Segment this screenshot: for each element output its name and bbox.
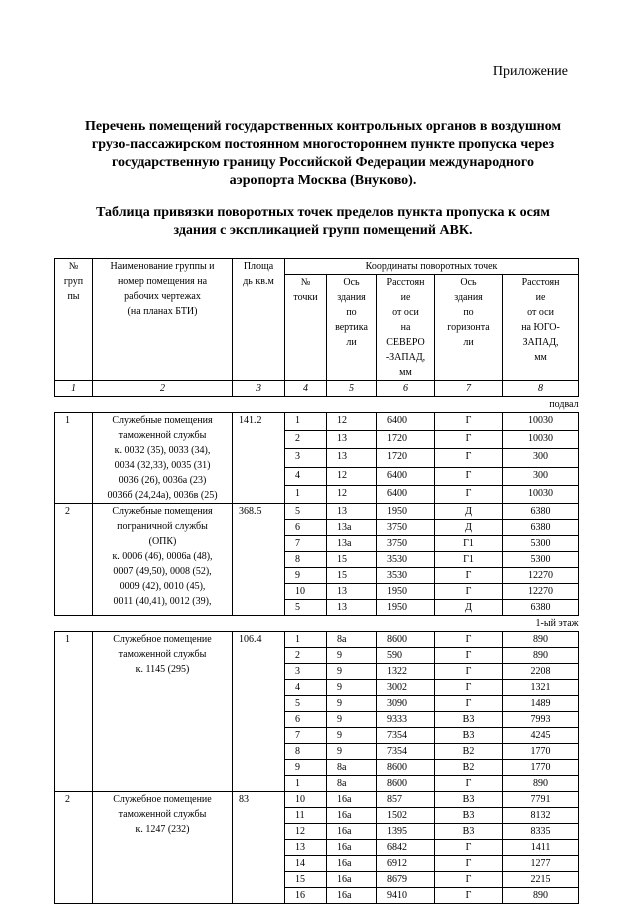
point-number: 13 xyxy=(285,840,327,856)
document-title xyxy=(70,118,576,190)
point-number: 1 xyxy=(285,413,327,431)
axis-vertical: 12 xyxy=(327,413,377,431)
header-area: Площа дь кв.м xyxy=(233,259,285,381)
point-number: 8 xyxy=(285,744,327,760)
axis-horizontal: Г1 xyxy=(435,552,503,568)
column-number: 7 xyxy=(435,381,503,397)
distance-sw: 300 xyxy=(503,467,579,485)
column-number-row xyxy=(55,381,579,397)
point-number: 10 xyxy=(285,584,327,600)
distance-nw: 6912 xyxy=(377,856,435,872)
subtitle-line: здания с экспликацией групп помещений АВК. xyxy=(173,223,473,238)
axis-horizontal: Г1 xyxy=(435,536,503,552)
point-number: 5 xyxy=(285,696,327,712)
axis-vertical: 16а xyxy=(327,824,377,840)
distance-sw: 12270 xyxy=(503,584,579,600)
distance-sw: 2215 xyxy=(503,872,579,888)
header-name: Наименование группы и номер помещения на рабочих чертежах (на планах БТИ) xyxy=(93,259,233,381)
table-header xyxy=(55,259,579,397)
points-table xyxy=(54,258,579,904)
distance-sw: 7791 xyxy=(503,792,579,808)
distance-nw: 7354 xyxy=(377,728,435,744)
distance-nw: 6400 xyxy=(377,413,435,431)
title-line: грузо-пассажирском постоянном многостороннем пункте пропуска через xyxy=(91,137,555,152)
group-area: 141.2 xyxy=(233,413,285,504)
distance-sw: 300 xyxy=(503,449,579,467)
distance-sw: 890 xyxy=(503,888,579,904)
section-label-row xyxy=(55,616,579,632)
group-area: 83 xyxy=(233,792,285,904)
group-name-line: пограничной службы xyxy=(117,521,208,532)
axis-horizontal: Г xyxy=(435,776,503,792)
distance-sw: 6380 xyxy=(503,504,579,520)
point-number: 1 xyxy=(285,632,327,648)
axis-vertical: 9 xyxy=(327,712,377,728)
section-label-row xyxy=(55,397,579,413)
distance-nw: 590 xyxy=(377,648,435,664)
axis-vertical: 15 xyxy=(327,568,377,584)
header-axis-horizontal: Ось здания по горизонта ли xyxy=(435,275,503,381)
axis-horizontal: Г xyxy=(435,584,503,600)
distance-nw: 3002 xyxy=(377,680,435,696)
axis-vertical: 8а xyxy=(327,760,377,776)
distance-sw: 1770 xyxy=(503,744,579,760)
distance-sw: 890 xyxy=(503,648,579,664)
table-row xyxy=(55,632,579,648)
point-number: 4 xyxy=(285,680,327,696)
axis-horizontal: Д xyxy=(435,520,503,536)
group-number: 2 xyxy=(55,504,93,616)
distance-sw: 10030 xyxy=(503,413,579,431)
point-number: 12 xyxy=(285,824,327,840)
distance-sw: 8132 xyxy=(503,808,579,824)
distance-sw: 890 xyxy=(503,632,579,648)
distance-nw: 8600 xyxy=(377,632,435,648)
table-row xyxy=(55,792,579,808)
header-axis-vertical: Ось здания по вертика ли xyxy=(327,275,377,381)
distance-sw: 8335 xyxy=(503,824,579,840)
axis-horizontal: Д xyxy=(435,600,503,616)
distance-sw: 1321 xyxy=(503,680,579,696)
distance-nw: 3750 xyxy=(377,536,435,552)
group-number: 1 xyxy=(55,413,93,504)
axis-vertical: 16а xyxy=(327,792,377,808)
group-name-line: Служебные помещения xyxy=(112,506,213,517)
header-point-no: № точки xyxy=(285,275,327,381)
point-number: 6 xyxy=(285,712,327,728)
table-row xyxy=(55,413,579,431)
point-number: 9 xyxy=(285,760,327,776)
column-number: 3 xyxy=(233,381,285,397)
group-name-line: Служебное помещение xyxy=(113,794,212,805)
point-number: 7 xyxy=(285,728,327,744)
group-name-line: Служебное помещение xyxy=(113,634,212,645)
distance-nw: 8600 xyxy=(377,760,435,776)
distance-sw: 12270 xyxy=(503,568,579,584)
group-name-line: 0034 (32,33), 0035 (31) xyxy=(114,460,211,471)
distance-sw: 1489 xyxy=(503,696,579,712)
axis-horizontal: В3 xyxy=(435,712,503,728)
axis-vertical: 13 xyxy=(327,600,377,616)
subtitle-line: Таблица привязки поворотных точек пределов пункта пропуска к осям xyxy=(96,205,550,220)
distance-nw: 1720 xyxy=(377,431,435,449)
distance-nw: 9410 xyxy=(377,888,435,904)
axis-vertical: 9 xyxy=(327,648,377,664)
axis-vertical: 12 xyxy=(327,485,377,503)
axis-horizontal: Г xyxy=(435,485,503,503)
distance-nw: 1322 xyxy=(377,664,435,680)
distance-sw: 5300 xyxy=(503,552,579,568)
axis-vertical: 16а xyxy=(327,840,377,856)
axis-horizontal: Г xyxy=(435,840,503,856)
group-name-line: таможенной службы xyxy=(118,649,207,660)
distance-sw: 2208 xyxy=(503,664,579,680)
point-number: 3 xyxy=(285,664,327,680)
point-number: 6 xyxy=(285,520,327,536)
point-number: 11 xyxy=(285,808,327,824)
distance-sw: 10030 xyxy=(503,431,579,449)
axis-vertical: 9 xyxy=(327,744,377,760)
distance-nw: 3530 xyxy=(377,568,435,584)
title-line: государственную границу Российской Федерации международного xyxy=(112,155,534,170)
column-number: 6 xyxy=(377,381,435,397)
column-number: 2 xyxy=(93,381,233,397)
axis-horizontal: В2 xyxy=(435,760,503,776)
axis-vertical: 16а xyxy=(327,808,377,824)
axis-horizontal: Д xyxy=(435,504,503,520)
distance-sw: 10030 xyxy=(503,485,579,503)
distance-nw: 8679 xyxy=(377,872,435,888)
distance-sw: 890 xyxy=(503,776,579,792)
axis-vertical: 15 xyxy=(327,552,377,568)
distance-nw: 1395 xyxy=(377,824,435,840)
axis-horizontal: Г xyxy=(435,467,503,485)
distance-nw: 3090 xyxy=(377,696,435,712)
axis-horizontal: В3 xyxy=(435,792,503,808)
distance-sw: 5300 xyxy=(503,536,579,552)
axis-vertical: 9 xyxy=(327,664,377,680)
point-number: 8 xyxy=(285,552,327,568)
column-number: 1 xyxy=(55,381,93,397)
axis-vertical: 9 xyxy=(327,728,377,744)
distance-nw: 857 xyxy=(377,792,435,808)
point-number: 3 xyxy=(285,449,327,467)
axis-vertical: 8а xyxy=(327,776,377,792)
distance-sw: 1277 xyxy=(503,856,579,872)
group-name xyxy=(93,504,233,616)
axis-vertical: 9 xyxy=(327,680,377,696)
section-label: 1-ый этаж xyxy=(535,618,579,629)
group-name-line: 0036 (26), 0036а (23) xyxy=(118,475,207,486)
axis-vertical: 13 xyxy=(327,504,377,520)
point-number: 1 xyxy=(285,776,327,792)
distance-sw: 1770 xyxy=(503,760,579,776)
distance-nw: 6400 xyxy=(377,485,435,503)
axis-vertical: 13 xyxy=(327,431,377,449)
axis-vertical: 13 xyxy=(327,584,377,600)
axis-horizontal: Г xyxy=(435,568,503,584)
distance-nw: 7354 xyxy=(377,744,435,760)
axis-horizontal: Г xyxy=(435,888,503,904)
title-line: Перечень помещений государственных контрольных органов в воздушном xyxy=(85,119,561,134)
group-name-line: Служебные помещения xyxy=(112,415,213,426)
axis-vertical: 8а xyxy=(327,632,377,648)
title-line: аэропорта Москва (Внуково). xyxy=(229,173,417,188)
header-group-no: № груп пы xyxy=(55,259,93,381)
distance-nw: 3750 xyxy=(377,520,435,536)
axis-horizontal: Г xyxy=(435,872,503,888)
axis-horizontal: Г xyxy=(435,449,503,467)
distance-nw: 1950 xyxy=(377,584,435,600)
group-name-line: 0007 (49,50), 0008 (52), xyxy=(113,566,212,577)
point-number: 7 xyxy=(285,536,327,552)
column-number: 5 xyxy=(327,381,377,397)
header-dist-sw: Расстоян ие от оси на ЮГО- ЗАПАД, мм xyxy=(503,275,579,381)
axis-horizontal: Г xyxy=(435,632,503,648)
appendix-label: Приложение xyxy=(492,64,568,79)
axis-horizontal: Г xyxy=(435,664,503,680)
group-name-line: к. 1145 (295) xyxy=(135,664,190,675)
point-number: 14 xyxy=(285,856,327,872)
distance-nw: 6400 xyxy=(377,467,435,485)
header-coords: Координаты поворотных точек xyxy=(285,259,579,275)
distance-nw: 9333 xyxy=(377,712,435,728)
point-number: 5 xyxy=(285,504,327,520)
column-number: 8 xyxy=(503,381,579,397)
axis-vertical: 16а xyxy=(327,872,377,888)
distance-nw: 1720 xyxy=(377,449,435,467)
axis-horizontal: Г xyxy=(435,648,503,664)
distance-sw: 4245 xyxy=(503,728,579,744)
group-name xyxy=(93,632,233,792)
axis-horizontal: В2 xyxy=(435,744,503,760)
axis-horizontal: Г xyxy=(435,696,503,712)
group-name-line: (ОПК) xyxy=(148,536,177,547)
point-number: 2 xyxy=(285,431,327,449)
point-number: 2 xyxy=(285,648,327,664)
group-name-line: к. 0006 (46), 0006а (48), xyxy=(112,551,213,562)
axis-horizontal: В3 xyxy=(435,808,503,824)
point-number: 16 xyxy=(285,888,327,904)
distance-nw: 3530 xyxy=(377,552,435,568)
distance-nw: 8600 xyxy=(377,776,435,792)
table-body xyxy=(55,397,579,904)
group-name-line: таможенной службы xyxy=(118,430,207,441)
axis-horizontal: Г xyxy=(435,431,503,449)
group-name-line: 0036б (24,24а), 0036в (25) xyxy=(107,490,218,501)
group-area: 368.5 xyxy=(233,504,285,616)
distance-nw: 1950 xyxy=(377,600,435,616)
point-number: 10 xyxy=(285,792,327,808)
column-number: 4 xyxy=(285,381,327,397)
point-number: 15 xyxy=(285,872,327,888)
table-row xyxy=(55,504,579,520)
axis-horizontal: В3 xyxy=(435,824,503,840)
axis-horizontal: В3 xyxy=(435,728,503,744)
distance-nw: 1502 xyxy=(377,808,435,824)
axis-horizontal: Г xyxy=(435,856,503,872)
point-number: 9 xyxy=(285,568,327,584)
distance-nw: 1950 xyxy=(377,504,435,520)
axis-vertical: 12 xyxy=(327,467,377,485)
distance-sw: 6380 xyxy=(503,520,579,536)
group-name-line: к. 0032 (35), 0033 (34), xyxy=(114,445,211,456)
group-name xyxy=(93,413,233,504)
axis-vertical: 16а xyxy=(327,888,377,904)
group-name-line: таможенной службы xyxy=(118,809,207,820)
axis-vertical: 13 xyxy=(327,449,377,467)
distance-sw: 6380 xyxy=(503,600,579,616)
distance-nw: 6842 xyxy=(377,840,435,856)
group-area: 106.4 xyxy=(233,632,285,792)
axis-horizontal: Г xyxy=(435,680,503,696)
table-title xyxy=(70,204,576,240)
group-number: 2 xyxy=(55,792,93,904)
section-label: подвал xyxy=(549,399,579,410)
axis-vertical: 9 xyxy=(327,696,377,712)
point-number: 5 xyxy=(285,600,327,616)
point-number: 1 xyxy=(285,485,327,503)
distance-sw: 7993 xyxy=(503,712,579,728)
point-number: 4 xyxy=(285,467,327,485)
group-name-line: 0009 (42), 0010 (45), xyxy=(119,581,206,592)
distance-sw: 1411 xyxy=(503,840,579,856)
group-name-line: 0011 (40,41), 0012 (39), xyxy=(113,596,212,607)
group-name xyxy=(93,792,233,904)
group-name-line: к. 1247 (232) xyxy=(135,824,190,835)
axis-horizontal: Г xyxy=(435,413,503,431)
header-dist-nw: Расстоян ие от оси на СЕВЕРО -ЗАПАД, мм xyxy=(377,275,435,381)
axis-vertical: 13а xyxy=(327,536,377,552)
group-number: 1 xyxy=(55,632,93,792)
axis-vertical: 13а xyxy=(327,520,377,536)
axis-vertical: 16а xyxy=(327,856,377,872)
